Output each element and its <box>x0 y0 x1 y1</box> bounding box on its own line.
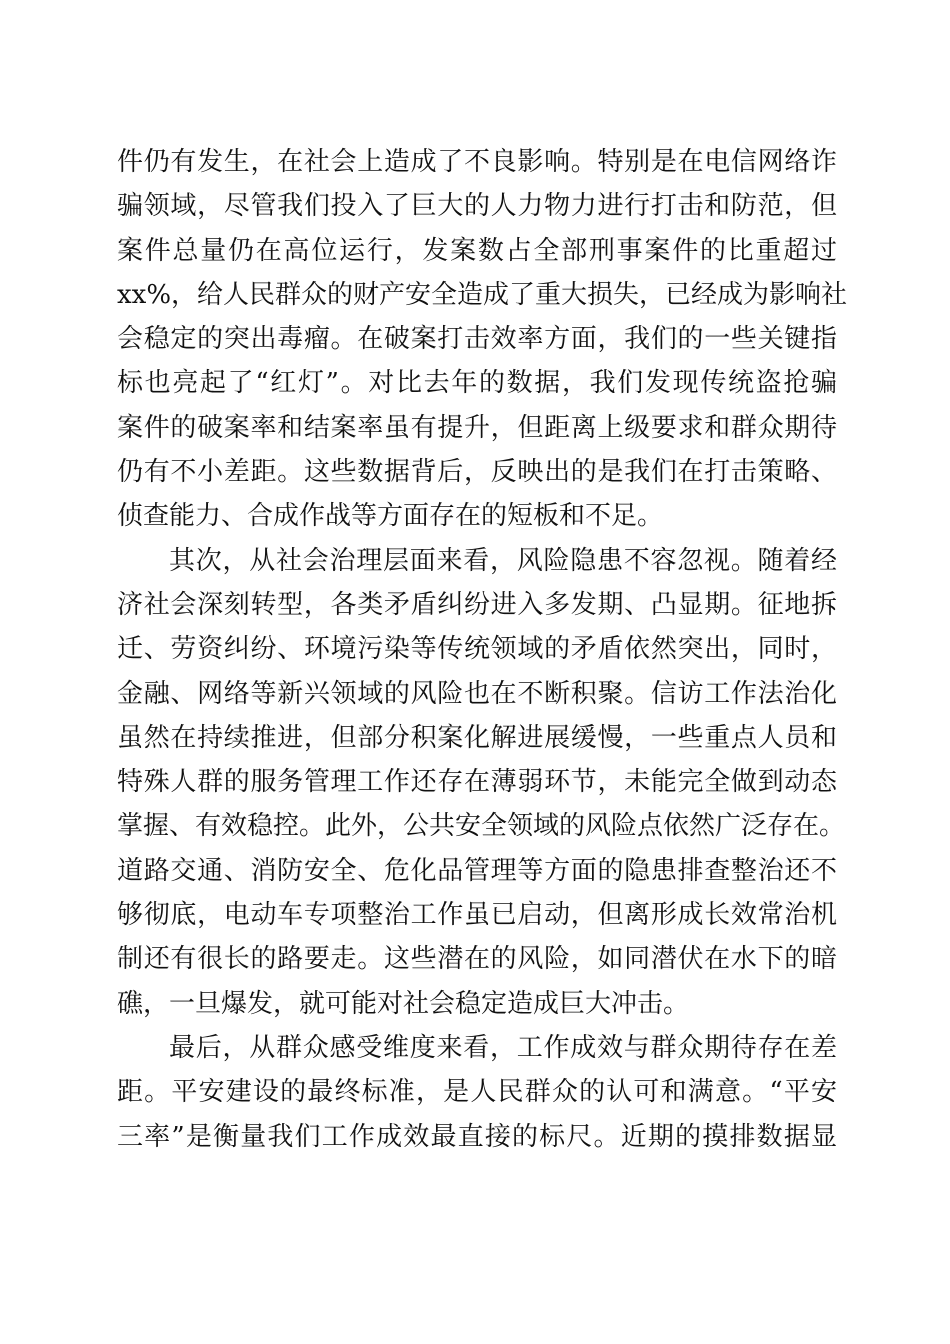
text-line: 掌握、有效稳控。此外，公共安全领域的风险点依然广泛存在。 <box>117 811 846 842</box>
text-line: 金融、网络等新兴领域的风险也在不断积聚。信访工作法治化 <box>117 678 837 709</box>
text-line: 迁、劳资纠纷、环境污染等传统领域的矛盾依然突出，同时， <box>117 634 837 665</box>
text-line: 侦查能力、合成作战等方面存在的短板和不足。 <box>117 501 664 532</box>
text-line: 案件的破案率和结案率虽有提升，但距离上级要求和群众期待 <box>117 412 837 443</box>
text-line: 制还有很长的路要走。这些潜在的风险，如同潜伏在水下的暗 <box>117 944 837 975</box>
paragraph-start-line: 其次，从社会治理层面来看，风险隐患不容忽视。随着经 <box>169 545 837 576</box>
text-line: 虽然在持续推进，但部分积案化解进展缓慢，一些重点人员和 <box>117 722 837 753</box>
paragraph-start-line: 最后，从群众感受维度来看，工作成效与群众期待存在差 <box>169 1032 837 1063</box>
text-line: 道路交通、消防安全、危化品管理等方面的隐患排查整治还不 <box>117 855 837 886</box>
text-line: 距。平安建设的最终标准，是人民群众的认可和满意。“平安 <box>117 1077 837 1108</box>
text-line: 三率”是衡量我们工作成效最直接的标尺。近期的摸排数据显 <box>117 1121 837 1152</box>
text-line: 仍有不小差距。这些数据背后，反映出的是我们在打击策略、 <box>117 457 837 488</box>
text-line: 案件总量仍在高位运行，发案数占全部刑事案件的比重超过 <box>117 235 837 266</box>
text-line: 特殊人群的服务管理工作还存在薄弱环节，未能完全做到动态 <box>117 767 837 798</box>
body-text <box>117 140 848 1159</box>
text-line: xx%，给人民群众的财产安全造成了重大损失，已经成为影响社 <box>117 279 848 310</box>
text-line: 骗领域，尽管我们投入了巨大的人力物力进行打击和防范，但 <box>117 191 837 222</box>
text-line: 标也亮起了“红灯”。对比去年的数据，我们发现传统盗抢骗 <box>117 368 837 399</box>
text-line: 够彻底，电动车专项整治工作虽已启动，但离形成长效常治机 <box>117 900 837 931</box>
text-line: 会稳定的突出毒瘤。在破案打击效率方面，我们的一些关键指 <box>117 324 837 355</box>
text-line: 礁，一旦爆发，就可能对社会稳定造成巨大冲击。 <box>117 988 690 1019</box>
text-line: 济社会深刻转型，各类矛盾纠纷进入多发期、凸显期。征地拆 <box>117 589 837 620</box>
text-line: 件仍有发生，在社会上造成了不良影响。特别是在电信网络诈 <box>117 147 837 177</box>
